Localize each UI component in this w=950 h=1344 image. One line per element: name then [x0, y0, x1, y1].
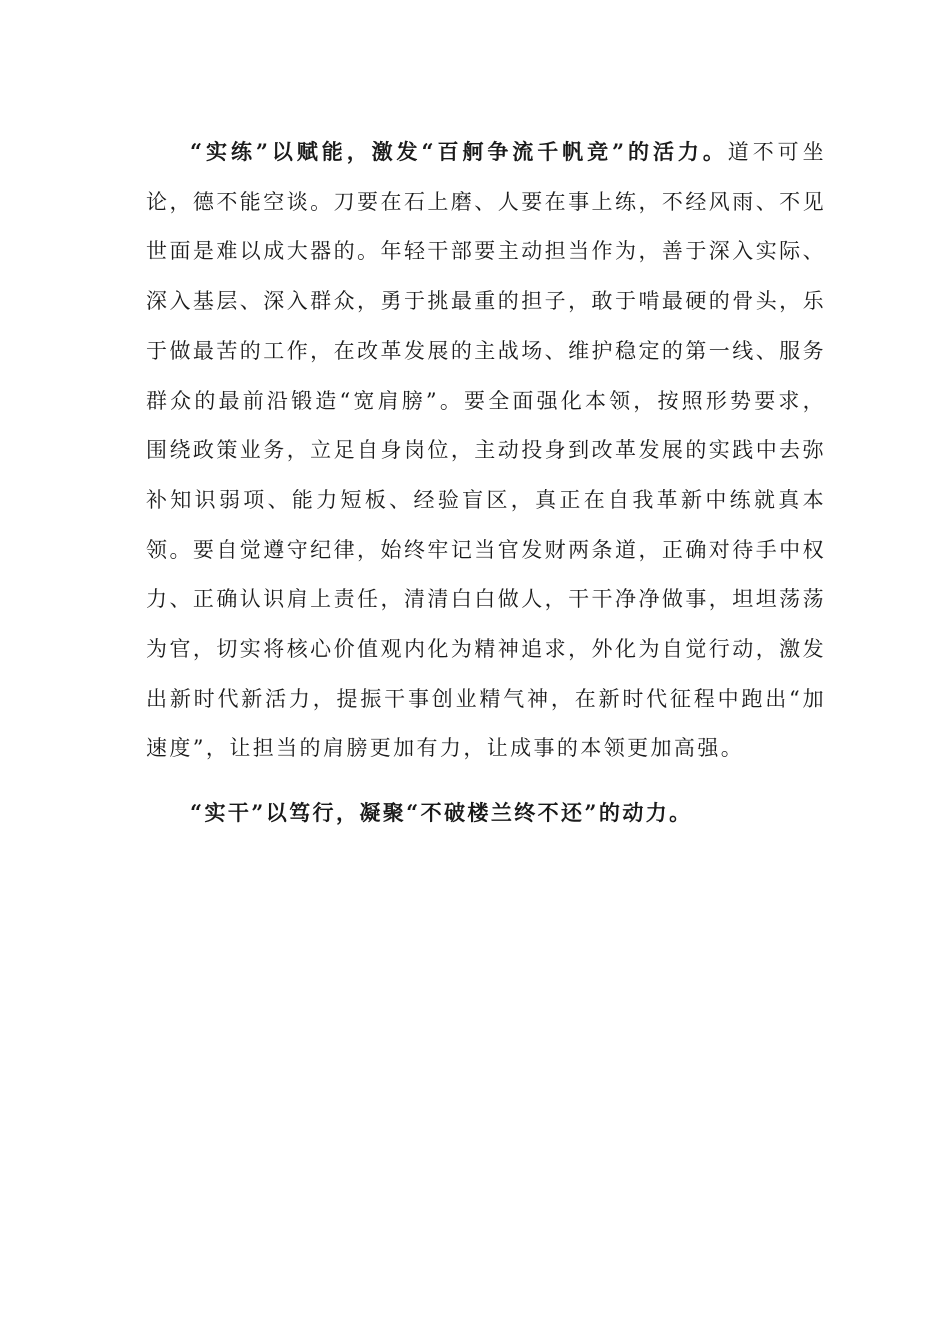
- paragraph-1-heading: “实练”以赋能，激发“百舸争流千帆竞”的活力。: [190, 139, 728, 164]
- paragraph-2-heading: “实干”以笃行，凝聚“不破楼兰终不还”的动力。: [190, 800, 693, 826]
- document-body: [146, 127, 826, 839]
- paragraph-1: [146, 127, 826, 774]
- paragraph-1-text: 道不可坐论，德不能空谈。刀要在石上磨、人要在事上练，不经风雨、不见世面是难以成大器的。年轻干部要主动担当作为，善于深入实际、深入基层、深入群众，勇于挑最重的担子，敢于啃最硬的骨头，乐于做最苦的工作，在改革发展的主战场、维护稳定的第一线、服务群众的最前沿锻造“宽肩膀”。要全面强化本领，按照形势要求，围绕政策业务，立足自身岗位，主动投身到改革发展的实践中去弥补知识弱项、能力短板、经验盲区，真正在自我革新中练就真本领。要自觉遵守纪律，始终牢记当官发财两条道，正确对待手中权力、正确认识肩上责任，清清白白做人，干干净净做事，坦坦荡荡为官，切实将核心价值观内化为精神追求，外化为自觉行动，激发出新时代新活力，提振干事创业精气神，在新时代征程中跑出“加速度”，让担当的肩膀更加有力，让成事的本领更加高强。: [146, 140, 826, 761]
- paragraph-2: [146, 788, 826, 839]
